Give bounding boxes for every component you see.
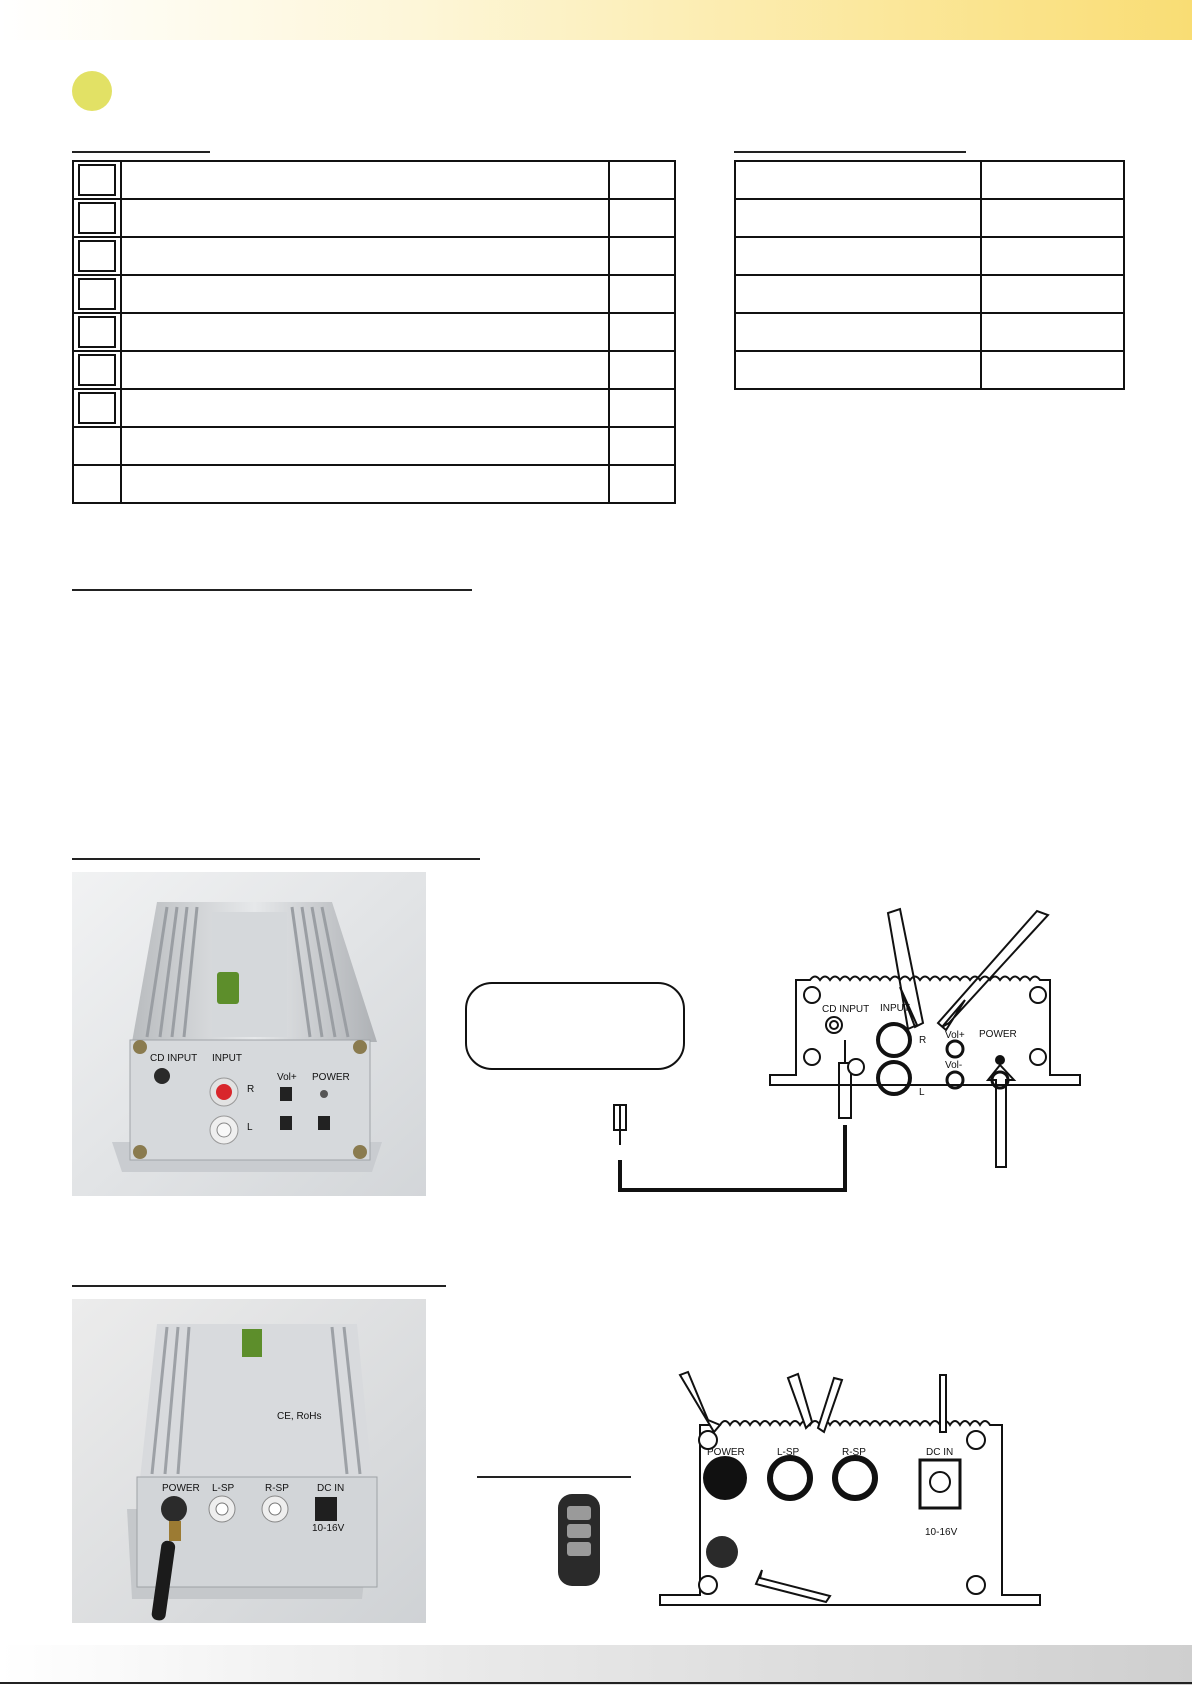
- spec-table-row: [735, 275, 1124, 313]
- parts-description-cell: [121, 275, 609, 313]
- parts-quantity-cell: [609, 199, 675, 237]
- parts-table-row: [73, 199, 675, 237]
- rear-panel-diagram: [650, 1370, 1050, 1620]
- part-checkbox[interactable]: [78, 316, 116, 348]
- rear-diagram-power-label: POWER: [707, 1447, 745, 1458]
- spec-value-cell: [981, 237, 1124, 275]
- part-checkbox[interactable]: [78, 202, 116, 234]
- photo-cd-input-label: CD INPUT: [150, 1053, 198, 1064]
- spec-label-cell: [735, 237, 981, 275]
- part-checkbox[interactable]: [78, 164, 116, 196]
- rear-photo-dcin-label: DC IN: [317, 1483, 345, 1494]
- rear-diagram-rsp-label: R-SP: [842, 1447, 866, 1458]
- rear-photo-power-label: POWER: [162, 1483, 200, 1494]
- photo-vol-plus-label: Vol+: [277, 1072, 297, 1083]
- parts-table: [72, 160, 676, 504]
- front-panel-photo: [72, 872, 426, 1196]
- parts-description-cell: [121, 465, 609, 503]
- rear-diagram-dcin-label: DC IN: [926, 1447, 954, 1458]
- parts-description-cell: [121, 351, 609, 389]
- diagram-l-label: L: [919, 1087, 925, 1098]
- parts-quantity-cell: [609, 427, 675, 465]
- diagram-input-label: INPUT: [880, 1003, 910, 1014]
- spec-value-cell: [981, 275, 1124, 313]
- rear-diagram-voltage-label: 10-16V: [925, 1527, 958, 1538]
- part-checkbox[interactable]: [78, 354, 116, 386]
- diagram-vol-minus-label: Vol-: [945, 1060, 963, 1071]
- parts-index-cell: [73, 199, 121, 237]
- parts-index-cell: [73, 313, 121, 351]
- photo-r-label: R: [247, 1084, 255, 1095]
- parts-description-cell: [121, 237, 609, 275]
- rear-photo-lsp-label: L-SP: [212, 1483, 235, 1494]
- part-checkbox[interactable]: [78, 240, 116, 272]
- rear-photo-voltage-label: 10-16V: [312, 1523, 345, 1534]
- parts-quantity-cell: [609, 465, 675, 503]
- footer-gradient-band: [0, 1645, 1192, 1685]
- front-panel-heading-rule: [72, 858, 480, 860]
- diagram-power-label: POWER: [979, 1029, 1017, 1040]
- parts-description-cell: [121, 427, 609, 465]
- spec-value-cell: [981, 313, 1124, 351]
- spec-value-cell: [981, 351, 1124, 389]
- diagram-cd-input-label: CD INPUT: [822, 1004, 870, 1015]
- rear-panel-heading-rule: [72, 1285, 446, 1287]
- parts-index-cell: [73, 389, 121, 427]
- spec-value-cell: [981, 199, 1124, 237]
- photo-power-label: POWER: [312, 1072, 350, 1083]
- parts-table-row: [73, 389, 675, 427]
- diagram-r-label: R: [919, 1035, 927, 1046]
- rear-photo-marks: CE, RoHs: [277, 1411, 322, 1422]
- rear-photo-rsp-label: R-SP: [265, 1483, 289, 1494]
- spec-label-cell: [735, 199, 981, 237]
- spec-label-cell: [735, 351, 981, 389]
- instructions-heading-rule: [72, 589, 472, 591]
- parts-quantity-cell: [609, 161, 675, 199]
- parts-table-row: [73, 237, 675, 275]
- parts-table-row: [73, 465, 675, 503]
- spec-table-row: [735, 351, 1124, 389]
- remote-heading-rule: [477, 1476, 631, 1478]
- part-checkbox[interactable]: [78, 392, 116, 424]
- parts-quantity-cell: [609, 351, 675, 389]
- spec-table: [734, 160, 1125, 390]
- parts-index-cell: [73, 351, 121, 389]
- parts-index-cell: [73, 237, 121, 275]
- parts-description-cell: [121, 313, 609, 351]
- spec-table-row: [735, 313, 1124, 351]
- parts-table-row: [73, 161, 675, 199]
- spec-table-row: [735, 199, 1124, 237]
- spec-label-cell: [735, 313, 981, 351]
- parts-index-cell: [73, 465, 121, 503]
- parts-quantity-cell: [609, 389, 675, 427]
- source-device-box: [466, 983, 684, 1069]
- parts-heading-rule: [72, 151, 210, 153]
- parts-description-cell: [121, 161, 609, 199]
- parts-table-row: [73, 275, 675, 313]
- spec-label-cell: [735, 161, 981, 199]
- parts-description-cell: [121, 199, 609, 237]
- parts-table-row: [73, 351, 675, 389]
- parts-table-row: [73, 427, 675, 465]
- diagram-vol-plus-label: Vol+: [945, 1030, 965, 1041]
- spec-value-cell: [981, 161, 1124, 199]
- front-panel-diagram: [460, 905, 1090, 1195]
- parts-quantity-cell: [609, 237, 675, 275]
- spec-table-row: [735, 237, 1124, 275]
- part-checkbox[interactable]: [78, 278, 116, 310]
- parts-quantity-cell: [609, 275, 675, 313]
- footer-rule: [0, 1682, 1192, 1684]
- photo-l-label: L: [247, 1122, 253, 1133]
- parts-index-cell: [73, 161, 121, 199]
- photo-input-label: INPUT: [212, 1053, 242, 1064]
- parts-index-cell: [73, 427, 121, 465]
- section-marker-dot: [72, 71, 112, 111]
- spec-table-row: [735, 161, 1124, 199]
- rear-diagram-lsp-label: L-SP: [777, 1447, 800, 1458]
- spec-label-cell: [735, 275, 981, 313]
- parts-description-cell: [121, 389, 609, 427]
- parts-table-row: [73, 313, 675, 351]
- remote-control-photo: [540, 1488, 620, 1596]
- rear-panel-photo: [72, 1299, 426, 1623]
- parts-index-cell: [73, 275, 121, 313]
- parts-quantity-cell: [609, 313, 675, 351]
- specs-heading-rule: [734, 151, 966, 153]
- header-gradient-band: [0, 0, 1192, 40]
